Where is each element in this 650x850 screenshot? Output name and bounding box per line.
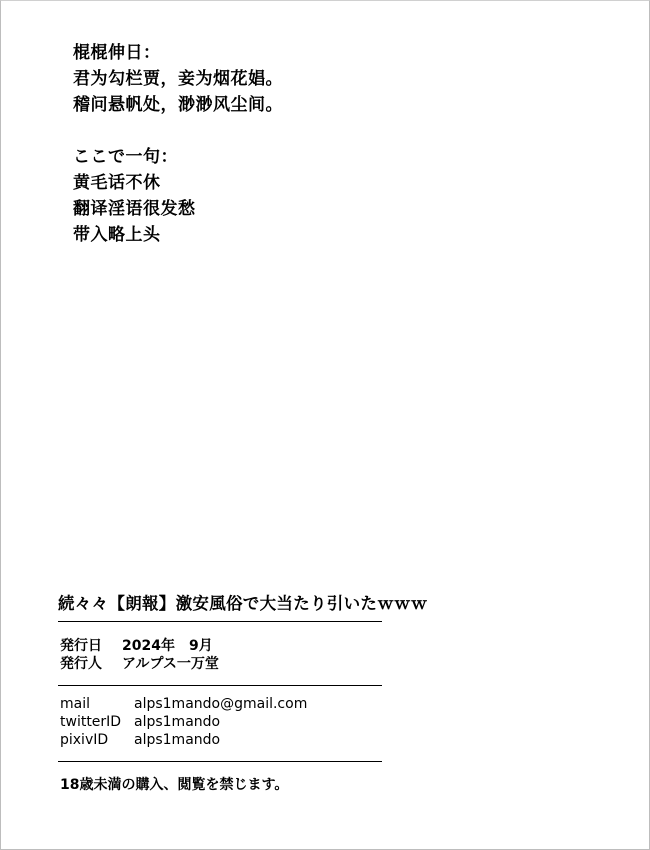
publication-date-label: 発行日 [60, 638, 102, 654]
contact-value: alps1mando [134, 714, 221, 730]
contact-label: pixivID [60, 732, 109, 748]
book-title: 続々々【朗報】激安風俗で大当たり引いたｗｗｗ [58, 594, 428, 613]
note-line: 稽问悬帆处，渺渺风尘间。 [73, 95, 283, 115]
publication-year: 2024年 [122, 638, 175, 654]
contact-label: twitterID [60, 714, 122, 730]
note-line: 带入略上头 [73, 225, 161, 245]
age-restriction-notice: 18歳未満の購入、閲覧を禁じます。 [60, 777, 289, 793]
contact-value: alps1mando [134, 732, 221, 748]
contact-row-mail [60, 696, 307, 712]
translator-notes [73, 40, 433, 248]
publication-month: 9月 [188, 638, 213, 654]
note-line: 棍棍伸日： [73, 43, 161, 63]
publisher-row [60, 653, 219, 673]
note-line: 黄毛话不休 [73, 173, 161, 193]
note-line: 翻译淫语很发愁 [73, 199, 196, 219]
contact-row-pixiv [60, 732, 220, 748]
note-line: ここで一句： [73, 147, 178, 167]
contact-row-twitter [60, 714, 220, 730]
publisher-name: アルプス一万堂 [122, 656, 219, 672]
note-spacer [73, 118, 433, 144]
contact-label: mail [60, 696, 90, 712]
note-line: 君为勾栏贾，妾为烟花娼。 [73, 69, 283, 89]
divider [58, 621, 382, 622]
divider [58, 685, 382, 686]
publication-date-row [60, 635, 213, 655]
divider [58, 761, 382, 762]
publisher-label: 発行人 [60, 656, 102, 672]
contact-value: alps1mando@gmail.com [134, 696, 308, 712]
